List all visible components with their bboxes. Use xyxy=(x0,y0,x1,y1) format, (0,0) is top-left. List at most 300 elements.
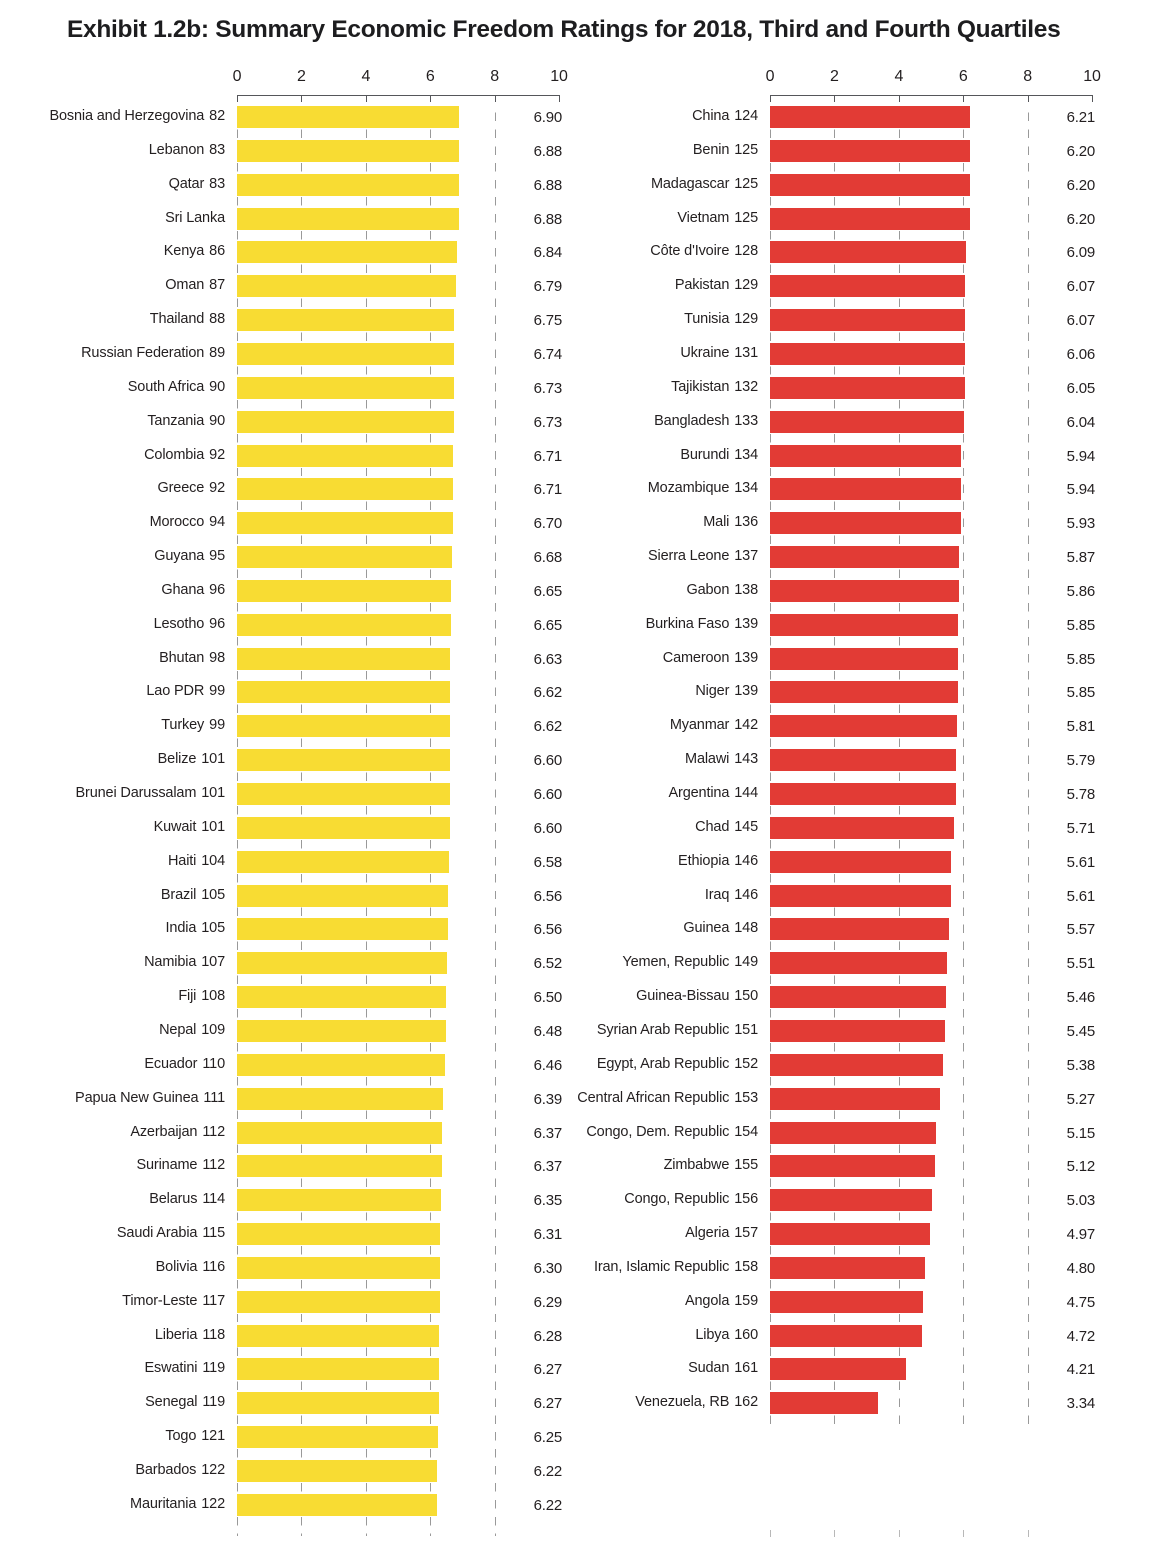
country-label xyxy=(24,514,225,530)
country-rank: 118 xyxy=(202,1326,225,1343)
bar xyxy=(770,952,947,974)
axis-tick xyxy=(366,96,367,102)
value-label: 5.46 xyxy=(1066,989,1095,1007)
country-name: Belize xyxy=(157,751,197,768)
value-label: 6.20 xyxy=(1066,176,1095,194)
country-label xyxy=(24,1056,225,1072)
country-name: Timor-Leste xyxy=(122,1292,198,1309)
country-label xyxy=(24,142,225,158)
country-name: Morocco xyxy=(149,514,205,531)
country-rank: 87 xyxy=(209,277,225,294)
value-label: 5.57 xyxy=(1066,921,1095,939)
country-rank: 153 xyxy=(734,1089,758,1106)
country-name: Barbados xyxy=(135,1462,197,1478)
bar xyxy=(770,1122,936,1144)
country-label xyxy=(24,176,225,192)
country-rank: 119 xyxy=(202,1394,225,1411)
value-label: 6.68 xyxy=(533,549,562,567)
axis-tick xyxy=(430,96,431,102)
country-label xyxy=(24,582,225,598)
country-name: Chad xyxy=(695,818,730,835)
bar xyxy=(770,343,965,365)
value-label: 4.21 xyxy=(1066,1361,1095,1379)
country-name: Kuwait xyxy=(153,818,197,835)
bar xyxy=(237,174,459,196)
value-label: 6.21 xyxy=(1066,109,1095,126)
country-rank: 124 xyxy=(734,108,758,124)
country-name: Yemen, Republic xyxy=(622,954,730,971)
country-name: Bhutan xyxy=(159,649,205,666)
country-rank: 121 xyxy=(201,1428,225,1445)
country-name: Guinea-Bissau xyxy=(636,988,730,1005)
value-label: 6.05 xyxy=(1066,379,1095,397)
country-label xyxy=(552,887,758,903)
country-rank: 132 xyxy=(734,378,758,395)
axis-tick-label: 6 xyxy=(425,68,435,85)
country-name: Gabon xyxy=(686,581,730,598)
country-rank: 95 xyxy=(209,548,225,565)
country-label xyxy=(24,548,225,564)
value-label: 5.93 xyxy=(1066,515,1095,533)
bar xyxy=(770,580,959,602)
axis-tick-label: 10 xyxy=(550,68,568,85)
country-rank: 83 xyxy=(209,175,225,192)
value-label: 6.63 xyxy=(533,650,562,668)
country-label xyxy=(24,853,225,869)
country-name: Argentina xyxy=(668,785,730,801)
country-name: Bangladesh xyxy=(654,412,730,429)
country-label xyxy=(24,1428,225,1444)
axis-line xyxy=(770,95,1093,96)
bar xyxy=(237,478,453,500)
country-label xyxy=(24,1157,225,1173)
bar xyxy=(237,749,450,771)
country-rank: 142 xyxy=(734,717,758,734)
bar xyxy=(237,343,454,365)
country-rank: 92 xyxy=(209,446,225,463)
value-label: 6.22 xyxy=(533,1463,562,1480)
country-rank: 109 xyxy=(201,1021,225,1038)
value-label: 6.74 xyxy=(533,345,562,363)
bar xyxy=(770,648,958,670)
bar xyxy=(237,783,450,805)
country-name: Azerbaijan xyxy=(130,1123,198,1140)
value-label: 6.73 xyxy=(533,379,562,397)
value-label: 6.71 xyxy=(533,481,562,499)
bottom-faint-tick xyxy=(963,1530,964,1537)
country-label xyxy=(552,582,758,598)
country-name: Iraq xyxy=(704,886,730,903)
axis-tick xyxy=(963,96,964,102)
country-rank: 137 xyxy=(734,548,758,565)
value-label: 6.31 xyxy=(533,1226,562,1244)
country-label xyxy=(552,514,758,530)
country-name: Angola xyxy=(685,1292,730,1309)
bar xyxy=(237,1223,440,1245)
country-label xyxy=(552,311,758,327)
bottom-faint-tick xyxy=(1028,1530,1029,1537)
bar xyxy=(237,1088,443,1110)
value-label: 6.52 xyxy=(533,955,562,973)
bar xyxy=(770,614,958,636)
country-label xyxy=(552,920,758,936)
country-label xyxy=(24,887,225,903)
bar xyxy=(237,309,454,331)
axis-tick-label: 0 xyxy=(765,68,775,85)
country-name: Libya xyxy=(695,1326,730,1343)
country-name: Venezuela, RB xyxy=(635,1394,730,1411)
country-rank: 138 xyxy=(734,581,758,598)
country-name: Mali xyxy=(703,514,730,531)
country-label xyxy=(552,1259,758,1275)
country-name: Namibia xyxy=(144,954,197,971)
bottom-faint-tick xyxy=(899,1530,900,1537)
country-rank: 139 xyxy=(734,649,758,666)
country-label xyxy=(552,683,758,699)
country-label xyxy=(552,853,758,869)
bar xyxy=(237,512,453,534)
value-label: 6.48 xyxy=(533,1022,562,1040)
country-label xyxy=(24,413,225,429)
axis-tick-label: 6 xyxy=(958,68,968,85)
country-rank: 129 xyxy=(734,277,758,294)
country-rank: 125 xyxy=(734,175,758,192)
axis-tick-label: 4 xyxy=(894,68,904,85)
country-rank: 122 xyxy=(201,1462,225,1478)
gridline xyxy=(1028,104,1029,1428)
value-label: 5.94 xyxy=(1066,481,1095,499)
country-label xyxy=(552,243,758,259)
value-label: 6.90 xyxy=(533,109,562,126)
country-name: Côte d'Ivoire xyxy=(650,243,730,260)
country-label xyxy=(24,243,225,259)
country-label xyxy=(24,108,225,124)
value-label: 6.65 xyxy=(533,582,562,600)
country-label xyxy=(24,277,225,293)
country-label xyxy=(552,1360,758,1376)
bar xyxy=(237,817,450,839)
value-label: 6.22 xyxy=(533,1496,562,1514)
axis-tick xyxy=(834,96,835,102)
country-name: Fiji xyxy=(178,988,197,1005)
bar xyxy=(770,1325,922,1347)
bar xyxy=(770,1392,878,1414)
country-label xyxy=(24,954,225,970)
value-label: 5.27 xyxy=(1066,1090,1095,1108)
bar xyxy=(237,1494,437,1516)
country-name: Niger xyxy=(695,683,730,700)
axis-tick xyxy=(770,96,771,102)
country-label xyxy=(552,447,758,463)
bar xyxy=(237,106,459,128)
country-name: Mozambique xyxy=(647,480,730,497)
country-label xyxy=(552,751,758,767)
country-rank: 105 xyxy=(201,920,225,937)
country-name: Turkey xyxy=(161,717,205,734)
bar xyxy=(237,208,459,230)
value-label: 6.79 xyxy=(533,278,562,296)
bar xyxy=(237,851,449,873)
value-label: 5.85 xyxy=(1066,684,1095,702)
country-name: Ukraine xyxy=(680,344,730,361)
value-label: 5.94 xyxy=(1066,447,1095,465)
value-label: 6.71 xyxy=(533,447,562,465)
country-label xyxy=(24,1496,225,1512)
country-rank: 112 xyxy=(202,1157,225,1174)
country-name: Algeria xyxy=(685,1225,730,1242)
country-name: Lebanon xyxy=(148,141,205,158)
country-label xyxy=(552,1327,758,1343)
country-label xyxy=(24,920,225,936)
country-name: Russian Federation xyxy=(81,344,205,361)
bar xyxy=(237,1155,442,1177)
country-rank: 99 xyxy=(209,717,225,734)
axis-tick xyxy=(237,96,238,102)
country-label xyxy=(552,413,758,429)
country-label xyxy=(24,988,225,1004)
country-name: Bosnia and Herzegovina xyxy=(49,108,205,124)
country-name: Guyana xyxy=(154,548,205,565)
country-name: Nepal xyxy=(159,1021,197,1038)
bar xyxy=(237,1392,439,1414)
country-rank: 157 xyxy=(734,1225,758,1242)
country-rank: 146 xyxy=(734,886,758,903)
country-name: Cameroon xyxy=(662,649,730,666)
country-label xyxy=(552,1394,758,1410)
country-label xyxy=(552,1225,758,1241)
country-rank: 96 xyxy=(209,615,225,632)
country-label xyxy=(24,1462,225,1478)
country-name: Madagascar xyxy=(650,175,730,192)
value-label: 6.62 xyxy=(533,718,562,736)
axis-tick-label: 2 xyxy=(297,68,306,85)
value-label: 6.09 xyxy=(1066,244,1095,262)
country-rank: 83 xyxy=(209,141,225,158)
country-label xyxy=(24,210,225,226)
value-label: 5.87 xyxy=(1066,549,1095,567)
country-name: Sudan xyxy=(688,1360,730,1377)
country-name: South Africa xyxy=(127,378,205,395)
country-label xyxy=(24,480,225,496)
country-name: Togo xyxy=(165,1428,197,1445)
bottom-faint-tick xyxy=(834,1530,835,1537)
country-rank: 107 xyxy=(201,954,225,971)
country-rank: 154 xyxy=(734,1123,758,1140)
value-label: 5.45 xyxy=(1066,1022,1095,1040)
country-label xyxy=(24,1022,225,1038)
country-label xyxy=(552,548,758,564)
country-label xyxy=(552,1022,758,1038)
country-name: Papua New Guinea xyxy=(75,1089,199,1106)
country-rank: 134 xyxy=(734,480,758,497)
country-rank: 149 xyxy=(734,954,758,971)
value-label: 3.34 xyxy=(1066,1395,1095,1413)
value-label: 6.62 xyxy=(533,684,562,702)
country-rank: 90 xyxy=(209,412,225,429)
country-label xyxy=(24,1259,225,1275)
bar xyxy=(770,1020,945,1042)
bar xyxy=(770,445,961,467)
country-label xyxy=(552,480,758,496)
bar xyxy=(770,377,965,399)
country-name: Central African Republic xyxy=(577,1089,730,1106)
country-rank: 119 xyxy=(202,1360,225,1377)
bar xyxy=(770,309,965,331)
country-rank: 125 xyxy=(734,141,758,158)
bar xyxy=(237,1122,442,1144)
value-label: 6.84 xyxy=(533,244,562,262)
country-name: Tunisia xyxy=(684,311,730,328)
country-rank: 155 xyxy=(734,1157,758,1174)
value-label: 5.15 xyxy=(1066,1124,1095,1142)
bar xyxy=(237,1325,439,1347)
value-label: 6.04 xyxy=(1066,413,1095,431)
country-label xyxy=(24,616,225,632)
bottom-faint-tick xyxy=(770,1530,771,1537)
country-rank: 115 xyxy=(202,1225,225,1242)
value-label: 5.61 xyxy=(1066,887,1095,905)
value-label: 6.37 xyxy=(533,1124,562,1142)
country-name: Tanzania xyxy=(147,412,205,429)
country-name: Ecuador xyxy=(144,1055,198,1072)
country-label xyxy=(24,311,225,327)
bar xyxy=(770,783,956,805)
country-rank: 160 xyxy=(734,1326,758,1343)
axis-tick-label: 4 xyxy=(361,68,371,85)
country-rank: 136 xyxy=(734,514,758,531)
country-rank: 101 xyxy=(201,785,225,801)
country-label xyxy=(552,616,758,632)
value-label: 6.56 xyxy=(533,887,562,905)
value-label: 6.88 xyxy=(533,176,562,194)
value-label: 6.27 xyxy=(533,1361,562,1379)
bar xyxy=(770,140,970,162)
value-label: 6.56 xyxy=(533,921,562,939)
value-label: 4.75 xyxy=(1066,1293,1095,1311)
bar xyxy=(237,411,454,433)
country-rank: 82 xyxy=(209,108,225,124)
country-label xyxy=(552,717,758,733)
country-label xyxy=(552,954,758,970)
country-label xyxy=(552,379,758,395)
country-name: Pakistan xyxy=(674,277,730,294)
country-label xyxy=(552,1056,758,1072)
country-rank: 158 xyxy=(734,1258,758,1275)
country-label xyxy=(24,819,225,835)
country-name: Brunei Darussalam xyxy=(75,785,197,801)
country-rank: 144 xyxy=(734,785,758,801)
axis-tick-label: 0 xyxy=(232,68,242,85)
axis-line xyxy=(237,95,560,96)
country-rank: 88 xyxy=(209,311,225,328)
value-label: 5.61 xyxy=(1066,853,1095,871)
value-label: 5.12 xyxy=(1066,1158,1095,1176)
chart-title: Exhibit 1.2b: Summary Economic Freedom Ratings for 2018, Third and Fourth Quartiles xyxy=(67,16,1061,43)
country-name: Greece xyxy=(157,480,205,497)
bar xyxy=(770,106,970,128)
country-label xyxy=(552,650,758,666)
country-label xyxy=(24,379,225,395)
bar xyxy=(770,241,966,263)
bar xyxy=(770,1257,925,1279)
bar xyxy=(237,241,457,263)
value-label: 6.75 xyxy=(533,312,562,330)
bar xyxy=(237,681,450,703)
bar xyxy=(237,1460,437,1482)
country-label xyxy=(24,650,225,666)
country-label xyxy=(24,447,225,463)
bar xyxy=(237,918,448,940)
value-label: 5.81 xyxy=(1066,718,1095,736)
country-rank: 143 xyxy=(734,751,758,768)
value-label: 6.39 xyxy=(533,1090,562,1108)
bar xyxy=(237,1426,438,1448)
country-rank: 133 xyxy=(734,412,758,429)
country-name: Lesotho xyxy=(153,615,205,632)
value-label: 6.88 xyxy=(533,142,562,160)
country-name: Ethiopia xyxy=(678,852,730,869)
bar xyxy=(770,1291,923,1313)
country-label xyxy=(552,819,758,835)
gridline xyxy=(963,104,964,1428)
country-rank: 110 xyxy=(202,1055,225,1072)
country-rank: 108 xyxy=(201,988,225,1005)
bar xyxy=(237,377,454,399)
value-label: 6.20 xyxy=(1066,142,1095,160)
axis-tick xyxy=(1092,96,1093,102)
bar xyxy=(237,275,456,297)
value-label: 4.72 xyxy=(1066,1327,1095,1345)
bar xyxy=(237,715,450,737)
bar xyxy=(237,580,451,602)
country-rank: 92 xyxy=(209,480,225,497)
country-rank: 98 xyxy=(209,649,225,666)
bar xyxy=(237,1257,440,1279)
bar xyxy=(770,546,959,568)
bar xyxy=(770,851,951,873)
country-rank: 116 xyxy=(202,1258,225,1275)
country-label xyxy=(24,1293,225,1309)
value-label: 6.60 xyxy=(533,752,562,770)
bar xyxy=(237,885,448,907)
gridline xyxy=(495,104,496,1536)
value-label: 6.70 xyxy=(533,515,562,533)
bar xyxy=(237,986,446,1008)
value-label: 6.29 xyxy=(533,1293,562,1311)
country-rank: 151 xyxy=(734,1021,758,1038)
value-label: 6.28 xyxy=(533,1327,562,1345)
bar xyxy=(770,681,958,703)
country-label xyxy=(24,345,225,361)
bar xyxy=(770,986,946,1008)
country-rank: 117 xyxy=(202,1292,225,1309)
country-rank: 96 xyxy=(209,581,225,598)
value-label: 5.71 xyxy=(1066,819,1095,837)
country-rank: 114 xyxy=(202,1191,225,1208)
bar xyxy=(237,445,453,467)
country-label xyxy=(24,751,225,767)
value-label: 5.85 xyxy=(1066,616,1095,634)
country-name: Liberia xyxy=(154,1326,198,1343)
country-name: Kenya xyxy=(163,243,205,260)
country-label xyxy=(24,785,225,801)
country-name: Colombia xyxy=(144,446,205,463)
country-name: Brazil xyxy=(160,886,197,903)
country-name: Lao PDR xyxy=(146,683,205,700)
bar xyxy=(237,614,451,636)
bar xyxy=(237,952,447,974)
bar xyxy=(770,208,970,230)
